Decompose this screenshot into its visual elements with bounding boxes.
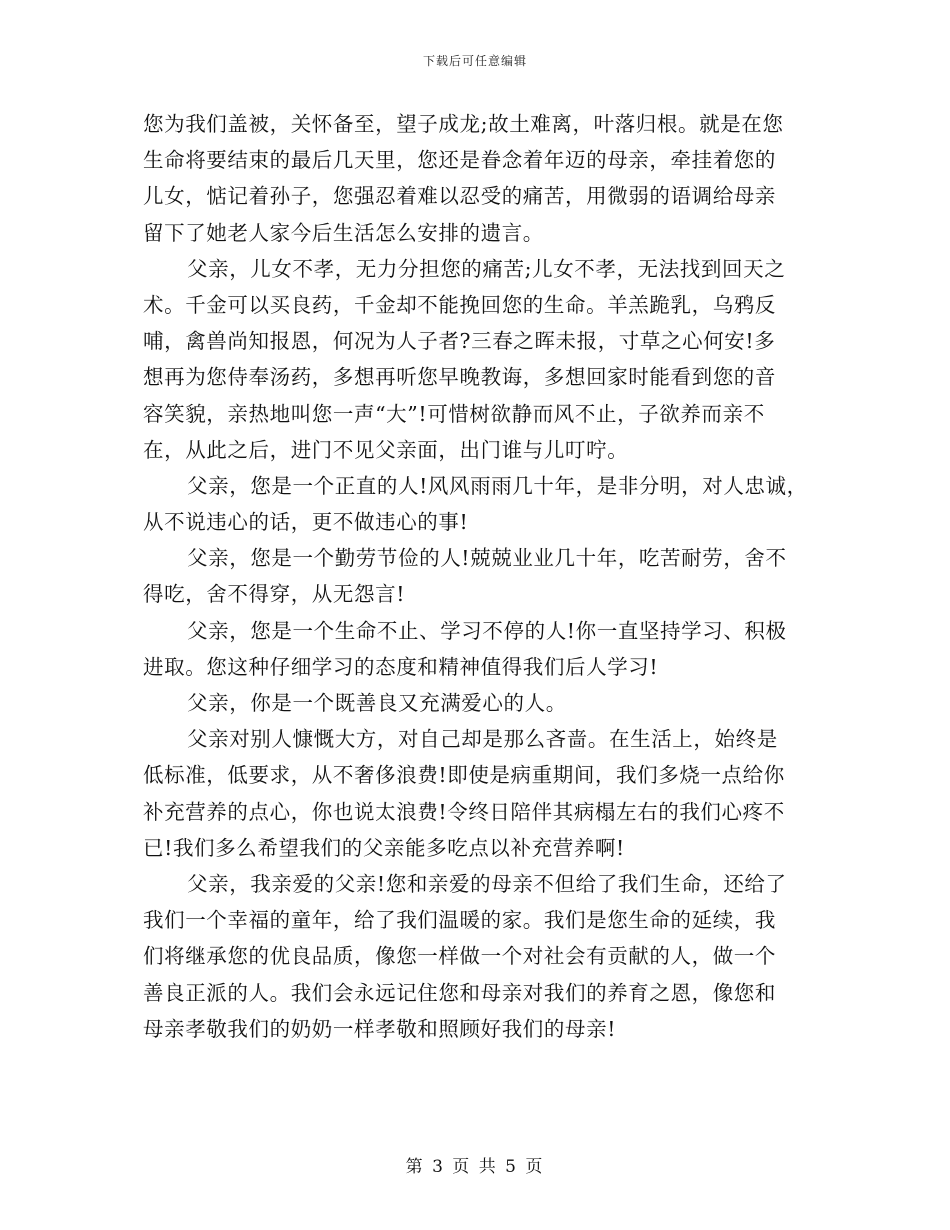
text-line: 低标准，低要求，从不奢侈浪费!即使是病重期间，我们多烧一点给你: [143, 763, 785, 788]
text-line: 术。千金可以买良药，千金却不能挽回您的生命。羊羔跪乳，乌鸦反: [143, 292, 776, 317]
text-line: 想再为您侍奉汤药，多想再听您早晚教诲，多想回家时能看到您的音: [143, 365, 776, 390]
text-line: 哺，禽兽尚知报恩，何况为人子者?三春之晖未报，寸草之心何安!多: [143, 329, 776, 354]
text-line: 在，从此之后，进门不见父亲面，出门谁与儿叮咛。: [143, 437, 629, 462]
document-body: [143, 106, 811, 1047]
text-line: 进取。您这种仔细学习的态度和精神值得我们后人学习!: [143, 654, 659, 679]
text-line: 父亲对别人慷慨大方，对自己却是那么吝啬。在生活上，始终是: [187, 727, 778, 752]
text-line: 得吃，舍不得穿，从无怨言!: [143, 582, 406, 607]
text-line: 们将继承您的优良品质，像您一样做一个对社会有贡献的人，做一个: [143, 944, 776, 969]
text-line: 容笑貌，亲热地叫您一声“大”!可惜树欲静而风不止，子欲养而亲不: [143, 401, 765, 426]
text-line: 已!我们多么希望我们的父亲能多吃点以补充营养啊!: [143, 835, 625, 860]
text-line: 父亲，您是一个勤劳节俭的人!兢兢业业几十年，吃苦耐劳，舍不: [187, 546, 787, 571]
page-footer: 第 3 页 共 5 页: [405, 1157, 545, 1177]
text-line: 善良正派的人。我们会永远记住您和母亲对我们的养育之恩，像您和: [143, 980, 776, 1005]
text-line: 父亲，儿女不孝，无力分担您的痛苦;儿女不孝，无法找到回天之: [187, 256, 786, 281]
text-line: 从不说违心的话，更不做违心的事!: [143, 510, 469, 535]
text-line: 补充营养的点心，你也说太浪费!令终日陪伴其病榻左右的我们心疼不: [143, 799, 785, 824]
text-line: 母亲孝敬我们的奶奶一样孝敬和照顾好我们的母亲!: [143, 1016, 617, 1041]
text-line: 父亲，我亲爱的父亲!您和亲爱的母亲不但给了我们生命，还给了: [187, 871, 787, 896]
text-line: 父亲，您是一个正直的人!风风雨雨几十年，是非分明，对人忠诚，: [187, 473, 808, 498]
page-header: 下载后可任意编辑: [422, 54, 527, 68]
text-line: 我们一个幸福的童年，给了我们温暖的家。我们是您生命的延续，我: [143, 908, 776, 933]
text-line: 生命将要结束的最后几天里，您还是眷念着年迈的母亲，牵挂着您的: [143, 148, 776, 173]
text-line: 父亲，你是一个既善良又充满爱心的人。: [187, 691, 567, 715]
text-line: 留下了她老人家今后生活怎么安排的遗言。: [143, 220, 544, 245]
text-line: 父亲，您是一个生命不止、学习不停的人!你一直坚持学习、积极: [187, 618, 787, 643]
text-line: 儿女，惦记着孙子，您强忍着难以忍受的痛苦，用微弱的语调给母亲: [143, 184, 776, 209]
text-line: 您为我们盖被，关怀备至，望子成龙;故土难离，叶落归根。就是在您: [143, 112, 784, 136]
